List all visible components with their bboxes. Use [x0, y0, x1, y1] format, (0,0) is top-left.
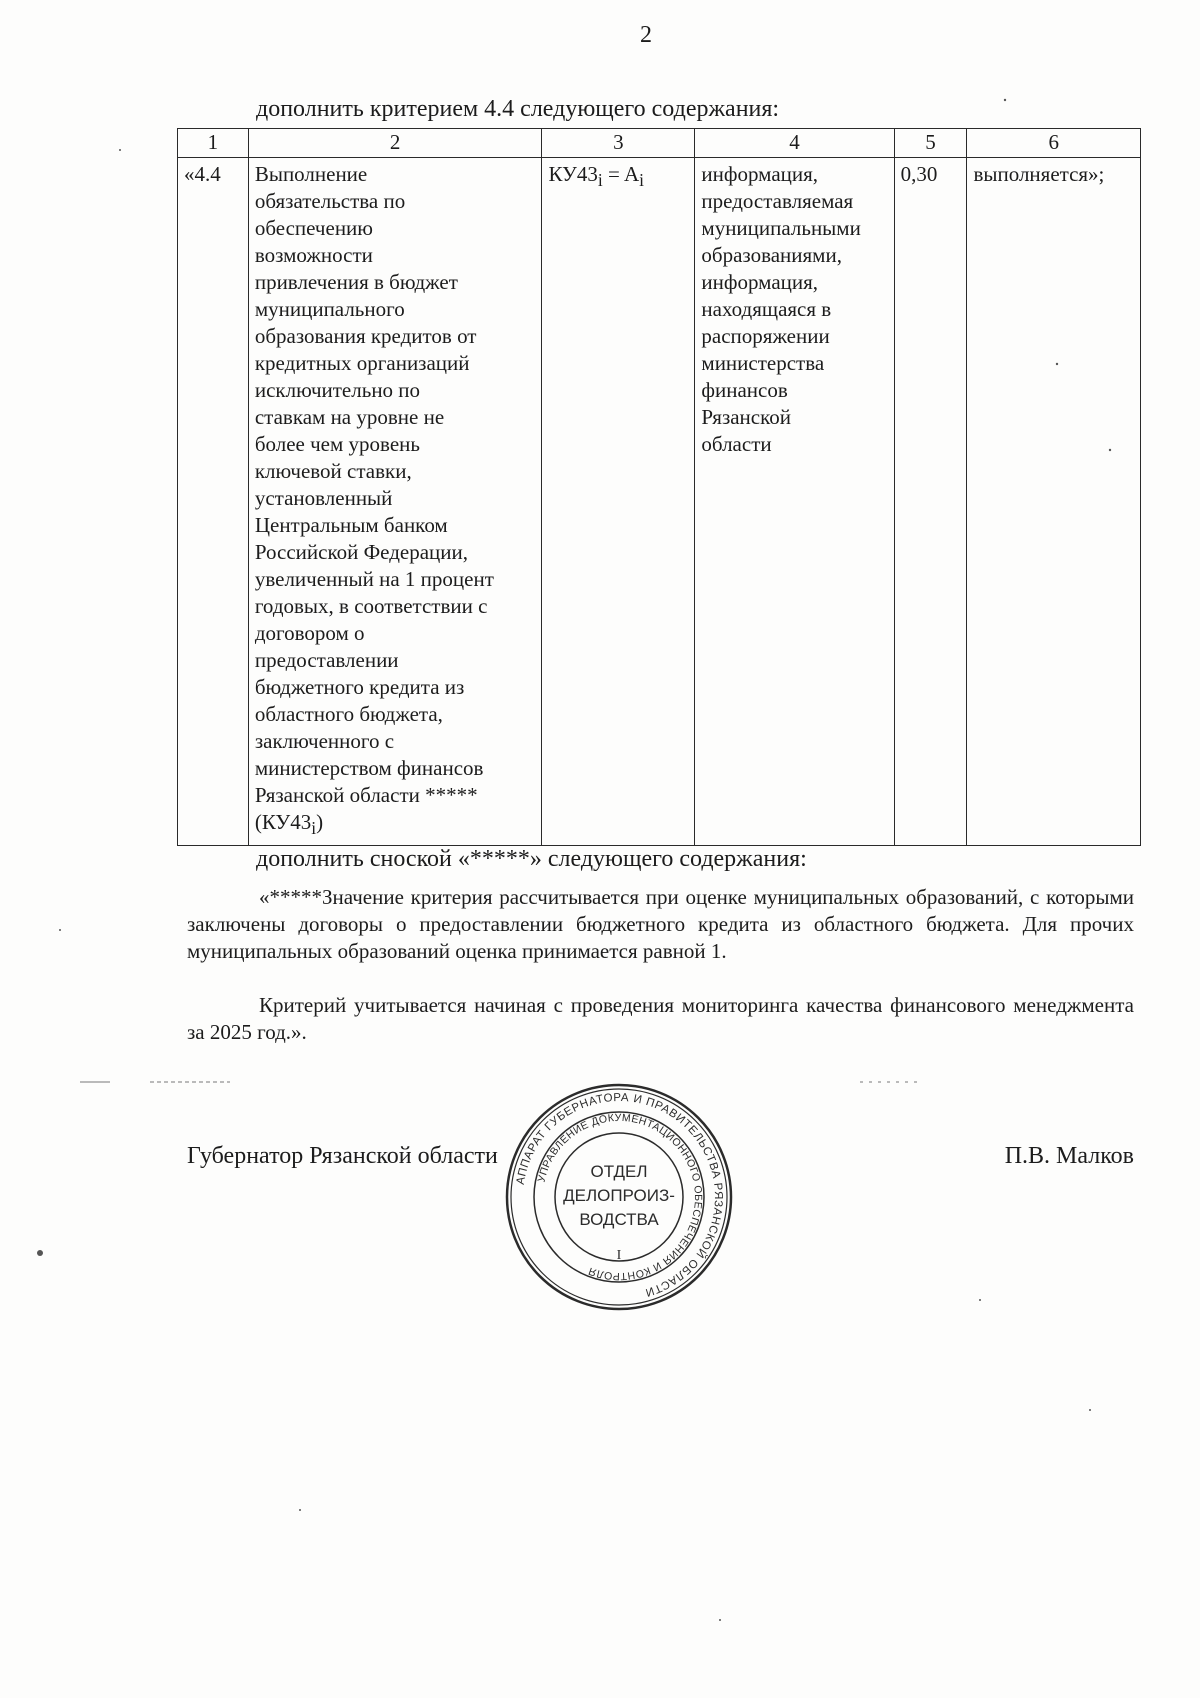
description-line: более чем уровень — [254, 432, 420, 456]
source-line: министерства — [701, 351, 825, 375]
formula-mid: = A — [602, 162, 640, 186]
source-line: информация, — [701, 270, 819, 294]
header-col-6: 6 — [967, 129, 1141, 158]
stamp-number: I — [616, 1248, 622, 1263]
description-line: бюджетного кредита из — [254, 675, 465, 699]
signature-name: П.В. Малков — [1004, 1143, 1134, 1169]
description-line: областного бюджета, — [254, 702, 443, 726]
description-line: Рязанской области ***** — [254, 783, 478, 807]
description-line: возможности — [254, 243, 373, 267]
description-line: заключенного с — [254, 729, 395, 753]
page-number: 2 — [640, 22, 652, 48]
footnote-intro: дополнить сноской «*****» следующего содержания: — [256, 846, 807, 872]
description-line: Российской Федерации, — [254, 540, 468, 564]
formula-left: КУ43 — [548, 162, 598, 186]
stamp-center-line-2: ДЕЛОПРОИЗ- — [563, 1186, 675, 1205]
formula-subscript-1: i — [597, 170, 603, 191]
source-line: предоставляемая — [701, 189, 854, 213]
description-line: Центральным банком — [254, 513, 448, 537]
stamp-outer-text: АППАРАТ ГУБЕРНАТОРА И ПРАВИТЕЛЬСТВА РЯЗАНСКОЙ ОБЛАСТИ — [514, 1091, 725, 1299]
source-line: распоряжении — [701, 324, 830, 348]
description-line: ключевой ставки, — [254, 459, 412, 483]
header-col-5: 5 — [894, 129, 967, 158]
source-line: муниципальными — [701, 216, 861, 240]
description-line: обязательства по — [254, 189, 406, 213]
description-line: увеличенный на 1 процент — [254, 567, 494, 591]
criterion-weight: 0,30 — [894, 158, 967, 846]
description-line: договором о — [254, 621, 365, 645]
source-line: находящаяся в — [701, 297, 832, 321]
formula-subscript-2: i — [639, 170, 645, 191]
description-line: предоставлении — [254, 648, 399, 672]
criterion-status: выполняется»; — [967, 158, 1141, 846]
signature-title: Губернатор Рязанской области — [187, 1143, 498, 1169]
description-line: муниципального — [254, 297, 405, 321]
header-col-1: 1 — [178, 129, 249, 158]
criterion-code-text: (КУ43 — [254, 810, 312, 834]
header-col-4: 4 — [695, 129, 894, 158]
criterion-number: «4.4 — [178, 158, 249, 846]
criterion-code-close: ) — [316, 810, 324, 834]
description-line: обеспечению — [254, 216, 373, 240]
description-line: годовых, в соответствии с — [254, 594, 488, 618]
stamp-center-line-3: ВОДСТВА — [579, 1210, 659, 1229]
source-line: финансов — [701, 378, 788, 402]
description-line: Выполнение — [254, 162, 368, 186]
description-line: образования кредитов от — [254, 324, 477, 348]
description-line: министерством финансов — [254, 756, 484, 780]
stamp-inner-text: УПРАВЛЕНИЕ ДОКУМЕНТАЦИОННОГО ОБЕСПЕЧЕНИЯ И КОНТРОЛЯ — [535, 1111, 705, 1283]
stamp-center-line-1: ОТДЕЛ — [590, 1162, 648, 1181]
source-line: области — [701, 432, 772, 456]
amendment-intro: дополнить критерием 4.4 следующего содержания: — [256, 96, 780, 122]
footnote-paragraph-1: «*****Значение критерия рассчитывается при оценке муниципальных образований, с которыми заключены договоры о предоставлении бюджетного кредита из областного бюджета. Для прочих муниципальных образований оценка принимается равной 1. — [187, 885, 1134, 963]
description-line: установленный — [254, 486, 393, 510]
description-line: исключительно по — [254, 378, 421, 402]
source-line: информация, — [701, 162, 819, 186]
description-line: привлечения в бюджет — [254, 270, 458, 294]
source-line: образованиями, — [701, 243, 842, 267]
description-line: кредитных организаций — [254, 351, 470, 375]
header-col-3: 3 — [542, 129, 695, 158]
criterion-code-subscript: i — [311, 818, 317, 839]
footnote-paragraph-2: Критерий учитывается начиная с проведения мониторинга качества финансового менеджмента за 2025 год.». — [187, 993, 1134, 1044]
description-line: ставкам на уровне не — [254, 405, 445, 429]
header-col-2: 2 — [248, 129, 542, 158]
source-line: Рязанской — [701, 405, 791, 429]
